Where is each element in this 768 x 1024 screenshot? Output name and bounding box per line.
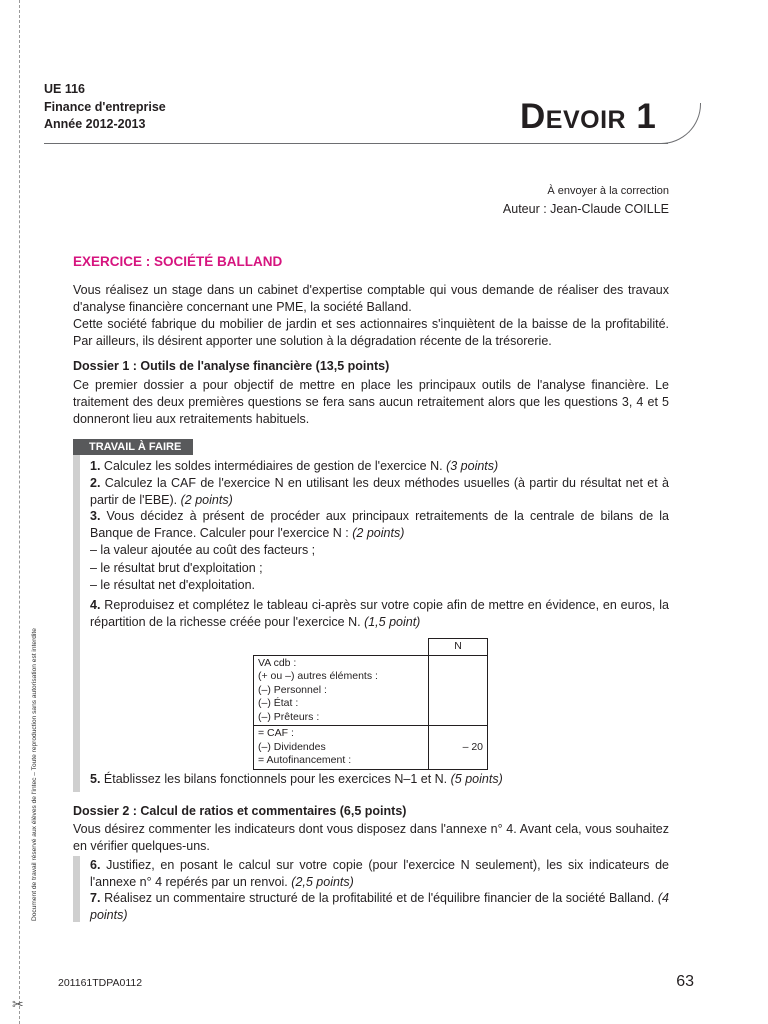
- send-note: À envoyer à la correction: [547, 185, 669, 197]
- question-2-num: 2.: [90, 476, 101, 490]
- question-7-points: (4 points): [90, 891, 669, 922]
- devoir-number: 1: [636, 97, 657, 136]
- question-4-num: 4.: [90, 598, 101, 612]
- table-group-1: [254, 655, 429, 726]
- question-6: [90, 857, 669, 891]
- intro-paragraph-1: Vous réalisez un stage dans un cabinet d'expertise comptable qui vous demande de réaliser des travaux d'analyse financière concernant une PME, la société Balland.: [73, 283, 669, 314]
- table-label: = Autofinancement :: [258, 754, 352, 766]
- table-label: VA cdb :: [258, 656, 297, 669]
- course-code: UE 116: [44, 82, 86, 96]
- question-3-bullet-1: – la valeur ajoutée au coût des facteurs ;: [90, 543, 316, 557]
- table-label: (–) Personnel :: [258, 683, 327, 696]
- course-header: [44, 81, 166, 134]
- document-code: 201161TDPA0112: [58, 977, 143, 989]
- question-6-points: (2,5 points): [291, 875, 354, 889]
- table-label: (–) Prêteurs :: [258, 710, 320, 723]
- table-group-2: [254, 726, 429, 770]
- side-note: Document de travail réservé aux élèves de l'intec – Toute reproduction sans autorisation est interdite: [31, 628, 38, 921]
- question-4-text: Reproduisez et complétez le tableau ci-après sur votre copie afin de mettre en évidence, en euros, la répartition de la richesse créée pour l'exercice N.: [90, 598, 669, 629]
- course-subject: Finance d'entreprise: [44, 99, 166, 114]
- author-line: Auteur : Jean-Claude COILLE: [502, 202, 669, 216]
- dividend-value: – 20: [462, 740, 483, 753]
- question-7-text: Réalisez un commentaire structuré de la profitabilité et de l'équilibre financier de la société Balland.: [104, 891, 655, 905]
- table-value-cell: [429, 726, 488, 770]
- wealth-distribution-table: [253, 638, 488, 770]
- question-5-num: 5.: [90, 772, 101, 786]
- table-row: [254, 726, 488, 770]
- header-rule-curve: [660, 103, 701, 144]
- question-7-num: 7.: [90, 891, 101, 905]
- question-4-points: (1,5 point): [364, 615, 421, 629]
- question-3-text: Vous décidez à présent de procéder aux principaux retraitements de la centrale de bilans de la Banque de France. Calculer pour l'exercice N :: [90, 509, 669, 540]
- course-year: Année 2012-2013: [44, 117, 146, 131]
- exercise-title: EXERCICE : SOCIÉTÉ BALLAND: [73, 254, 283, 269]
- question-1-text: Calculez les soldes intermédiaires de gestion de l'exercice N.: [103, 459, 443, 473]
- devoir-first-letter: D: [520, 97, 546, 136]
- question-3: [90, 508, 669, 542]
- question-2: [90, 475, 669, 509]
- table-row: [254, 655, 488, 726]
- question-3-points: (2 points): [352, 526, 405, 540]
- dossier-2-text: Vous désirez commenter les indicateurs dont vous disposez dans l'annexe n° 4. Avant cela, vous souhaitez en vérifier quelques-uns.: [73, 822, 669, 853]
- question-3-bullet-3: – le résultat net d'exploitation.: [90, 578, 255, 592]
- devoir-title: [520, 97, 656, 140]
- question-7: [90, 890, 669, 924]
- question-5: [90, 771, 669, 788]
- question-4: [90, 597, 669, 631]
- dossier-2-title: Dossier 2 : Calcul de ratios et commentaires (6,5 points): [73, 804, 407, 818]
- question-bar-1: [73, 455, 80, 792]
- question-1-num: 1.: [90, 459, 101, 473]
- table-col-header: N: [429, 639, 488, 656]
- question-bar-2: [73, 856, 80, 922]
- question-1-points: (3 points): [446, 459, 499, 473]
- question-3-num: 3.: [90, 509, 101, 523]
- cut-line: [19, 0, 20, 1024]
- table-label: (+ ou –) autres éléments :: [258, 670, 378, 682]
- table-value-cell: [429, 655, 488, 726]
- table-label: (–) Dividendes: [258, 740, 326, 753]
- travail-a-faire-label: TRAVAIL À FAIRE: [73, 439, 193, 455]
- page-number: 63: [676, 973, 694, 990]
- scissors-icon: ✂: [12, 996, 24, 1012]
- table-header-row: [254, 639, 488, 656]
- question-6-num: 6.: [90, 858, 101, 872]
- question-2-text: Calculez la CAF de l'exercice N en utilisant les deux méthodes usuelles (à partir du résultat net et à partir de l'EBE).: [90, 476, 669, 507]
- question-3-bullet-2: – le résultat brut d'exploitation ;: [90, 561, 263, 575]
- dossier-1-title: Dossier 1 : Outils de l'analyse financière (13,5 points): [73, 359, 390, 373]
- devoir-rest: EVOIR: [545, 106, 627, 134]
- header-rule: [44, 143, 668, 144]
- question-2-points: (2 points): [180, 493, 233, 507]
- table-label: (–) État :: [258, 697, 299, 709]
- question-5-text: Établissez les bilans fonctionnels pour les exercices N–1 et N.: [103, 772, 448, 786]
- dossier-1-text: Ce premier dossier a pour objectif de mettre en place les principaux outils de l'analyse financière. Le traitement des deux premières questions se fera sans aucun retraitement alors que les questions 3, 4 et 5 donneront lieu aux retraitements habituels.: [73, 378, 669, 426]
- table-label: = CAF :: [258, 727, 294, 739]
- question-1: [90, 458, 669, 475]
- intro-paragraph-2: Cette société fabrique du mobilier de jardin et ses actionnaires s'inquiètent de la baisse de la profitabilité. Par ailleurs, ils désirent apporter une solution à la dégradation récente de la trésorerie.: [73, 317, 669, 348]
- table-corner-cell: [254, 639, 429, 656]
- question-5-points: (5 points): [450, 772, 503, 786]
- question-6-text: Justifiez, en posant le calcul sur votre copie (pour l'exercice N seulement), les six indicateurs de l'annexe n° 4 repérés par un renvoi.: [90, 858, 669, 889]
